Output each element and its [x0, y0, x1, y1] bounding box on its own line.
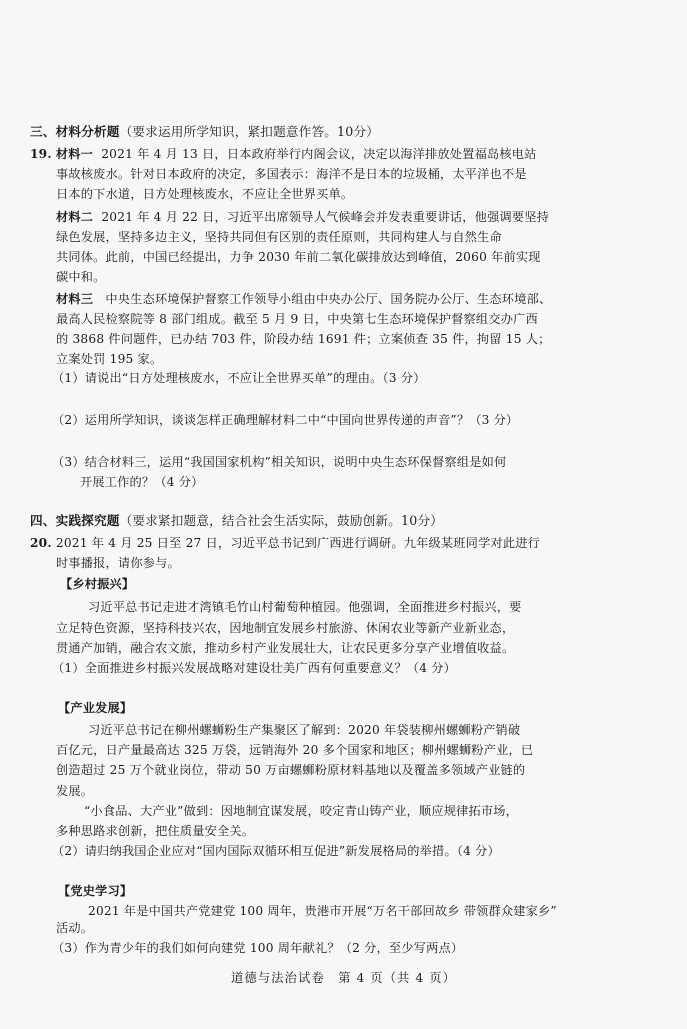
- q20-question2: （2）请归纳我国企业应对“国内国际双循环相互促进”新发展格局的举措。（4 分）: [52, 844, 500, 858]
- q20-part2-line5: “小食品、大产业”做到：因地制宜谋发展，咬定青山铸产业，顺应规律拓市场，: [84, 804, 519, 818]
- q19-material2-line2: 绿色发展，坚持多边主义，坚持共同但有区别的责任原则，共同构建人与自然生命: [56, 230, 502, 244]
- q19-material3-line4: 立案处罚 195 家。: [56, 352, 163, 366]
- q20-question3: （3）作为青少年的我们如何向建党 100 周年献礼？（2 分，至少写两点）: [52, 941, 464, 955]
- q20-part2-line6: 多种思路求创新，把住质量安全关。: [56, 824, 255, 838]
- q20-part3-title: 【党史学习】: [58, 884, 133, 898]
- q19-material1-line1: 19. 材料一 2021 年 4 月 13 日，日本政府举行内阁会议，决定以海洋排放处置福岛核电站: [30, 147, 537, 161]
- q19-material3-line2: 最高人民检察院等 8 部门组成。截至 5 月 9 日，中央第七生态环境保护督察组交办广西: [56, 312, 538, 326]
- q19-number: 19.: [30, 147, 52, 161]
- section3-title: 三、材料分析题: [30, 124, 120, 139]
- section3-heading: [30, 124, 379, 140]
- page-footer: 道德与法治试卷 第 4 页（共 4 页）: [231, 970, 456, 985]
- q20-part2-line3: 创造超过 25 万个就业岗位，带动 50 万亩螺蛳粉原材料基地以及覆盖多领域产业链的: [56, 763, 526, 777]
- q20-intro-line2: 时事播报，请你参与。: [56, 556, 180, 570]
- section4-heading: [30, 513, 443, 529]
- q20-part1-line1: 习近平总书记走进才湾镇毛竹山村葡萄种植园。他强调，全面推进乡村振兴，要: [88, 600, 522, 614]
- q20-part1-line3: 贯通产加销，融合农文旅，推动乡村产业发展壮大，让农民更多分享产业增值收益。: [56, 641, 515, 655]
- q19-question2: （2）运用所学知识，谈谈怎样正确理解材料二中“中国向世界传递的声音”？（3 分）: [52, 413, 519, 427]
- q19-material2-label: 材料二: [56, 210, 94, 224]
- q19-material3-line1: 材料三 中央生态环境保护督察工作领导小组由中央办公厅、国务院办公厅、生态环境部、: [56, 292, 552, 306]
- q20-part3-line1: 2021 年是中国共产党建党 100 周年，贵港市开展“万名干部回故乡 带领群众建家乡”: [88, 904, 557, 918]
- q19-material3-line3: 的 3868 件问题件，已办结 703 件，阶段办结 1691 件；立案侦查 35 件，拘留 15 人；: [56, 332, 551, 346]
- q20-part1-line2: 立足特色资源，坚持科技兴农，因地制宜发展乡村旅游、休闲农业等新产业新业态，: [56, 621, 515, 635]
- q20-part2-line4: 发展。: [56, 784, 94, 798]
- q20-part1-title: 【乡村振兴】: [60, 577, 135, 591]
- q19-question3-line1: （3）结合材料三，运用“我国国家机构”相关知识，说明中央生态环保督察组是如何: [52, 455, 507, 469]
- q19-question3-line2: 开展工作的？（4 分）: [80, 475, 204, 489]
- q19-material2-line3: 共同体。此前，中国已经提出，力争 2030 年前二氧化碳排放达到峰值，2060 年前实现: [56, 250, 541, 264]
- q19-material2-line4: 碳中和。: [56, 270, 106, 284]
- q20-part2-title: 【产业发展】: [58, 701, 133, 715]
- q19-material3-label: 材料三: [56, 292, 94, 306]
- q19-material1-line3: 日本的下水道，日方处理核废水，不应让全世界买单。: [56, 187, 354, 201]
- section4-title: 四、实践探究题: [30, 513, 120, 528]
- q20-question1: （1）全面推进乡村振兴发展战略对建设壮美广西有何重要意义？（4 分）: [52, 661, 456, 675]
- q19-material2-line1: 材料二 2021 年 4 月 22 日，习近平出席领导人气候峰会并发表重要讲话，他强调要坚持: [56, 210, 550, 224]
- q19-material1-label: 材料一: [55, 147, 94, 161]
- q20-number: 20.: [30, 536, 52, 550]
- section4-note: （要求紧扣题意，结合社会生活实际，鼓励创新。10分）: [119, 513, 444, 528]
- q20-part2-line1: 习近平总书记在柳州螺蛳粉生产集聚区了解到：2020 年袋装柳州螺蛳粉产销破: [88, 723, 521, 737]
- q20-intro-line1: 20. 2021 年 4 月 25 日至 27 日，习近平总书记到广西进行调研。九年级某班同学对此进行: [30, 536, 541, 550]
- q19-question1: （1）请说出“日方处理核废水，不应让全世界买单”的理由。（3 分）: [52, 371, 426, 385]
- q20-part3-line2: 活动。: [56, 921, 94, 935]
- q19-material1-line2: 事故核废水。针对日本政府的决定，多国表示：海洋不是日本的垃圾桶，太平洋也不是: [56, 167, 527, 181]
- q20-part2-line2: 百亿元，日产量最高达 325 万袋，远销海外 20 多个国家和地区；柳州螺蛳粉产业，已: [56, 743, 534, 757]
- section3-note: （要求运用所学知识，紧扣题意作答。10分）: [119, 124, 380, 139]
